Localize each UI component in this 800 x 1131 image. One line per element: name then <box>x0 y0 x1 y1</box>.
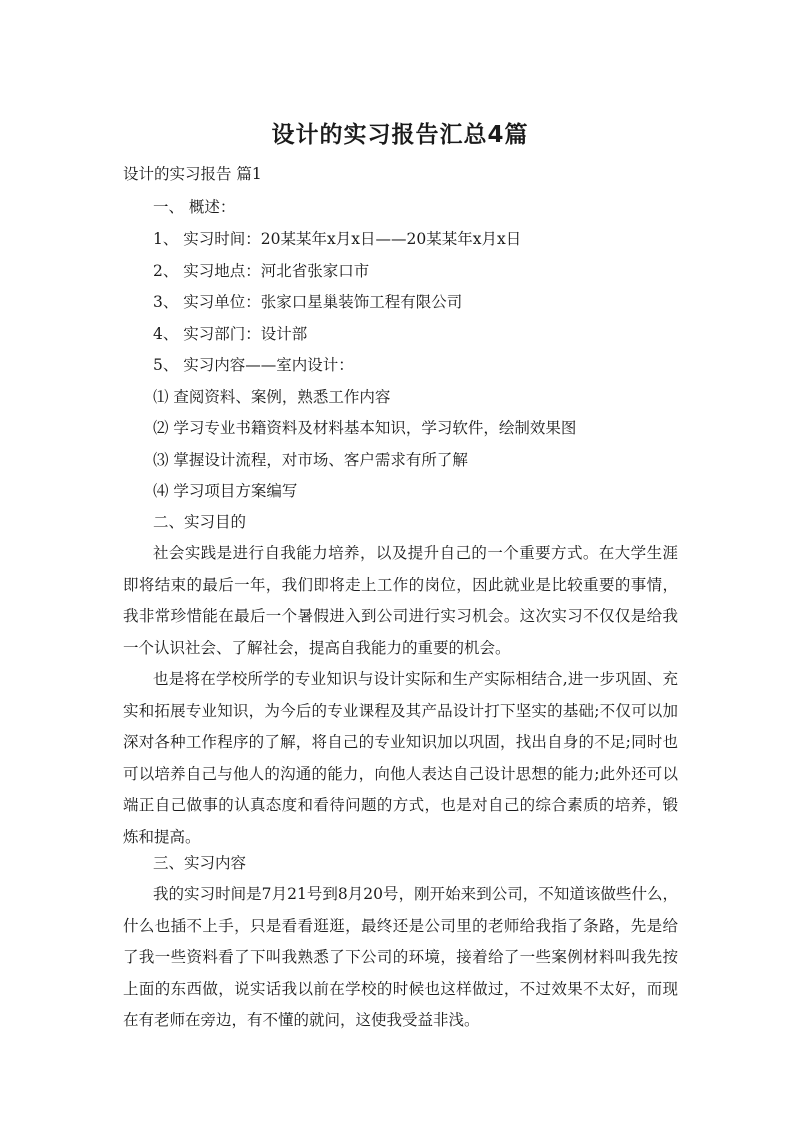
overview-item: ⑷ 学习项目方案编写 <box>153 482 298 500</box>
overview-item: 1、 实习时间：20某某年x月x日——20某某年x月x日 <box>153 230 522 248</box>
overview-heading: 一、 概述： <box>153 198 236 216</box>
overview-item: 5、 实习内容——室内设计： <box>153 356 354 374</box>
overview-item: 2、 实习地点：河北省张家口市 <box>153 262 370 280</box>
overview-item: 4、 实习部门：设计部 <box>153 325 308 343</box>
purpose-paragraph: 也是将在学校所学的专业知识与设计实际和生产实际相结合,进一步巩固、充实和拓展专业知识，为今后的专业课程及其产品设计打下坚实的基础;不仅可以加深对各种工作程序的了解，将自己的专业知识加以巩固，找出自身的不足;同时也可以培养自己与他人的沟通的能力，向他人表达自己设计思想的能力;此外还可以端正自己做事的认真态度和看待问题的方式，也是对自己的综合素质的培养，锻炼和提高。 <box>123 670 678 846</box>
purpose-paragraph: 社会实践是进行自我能力培养，以及提升自己的一个重要方式。在大学生涯即将结束的最后一年，我们即将走上工作的岗位，因此就业是比较重要的事情，我非常珍惜能在最后一个暑假进入到公司进行实习机会。这次实习不仅仅是给我一个认识社会、了解社会，提高自我能力的重要的机会。 <box>123 544 678 657</box>
document-title: 设计的实习报告汇总4篇 <box>271 122 529 148</box>
overview-item: 3、 实习单位：张家口星巢装饰工程有限公司 <box>153 293 463 311</box>
overview-item: ⑶ 掌握设计流程，对市场、客户需求有所了解 <box>153 451 468 469</box>
overview-item: ⑵ 学习专业书籍资料及材料基本知识，学习软件，绘制效果图 <box>153 419 577 437</box>
purpose-heading: 二、实习目的 <box>153 513 247 531</box>
content-heading: 三、实习内容 <box>153 854 247 872</box>
overview-item: ⑴ 查阅资料、案例，熟悉工作内容 <box>153 388 391 406</box>
report-subtitle: 设计的实习报告 篇1 <box>123 165 262 183</box>
content-paragraph: 我的实习时间是7月21号到8月20号，刚开始来到公司，不知道该做些什么，什么也插不上手，只是看看逛逛，最终还是公司里的老师给我指了条路，先是给了我一些资料看了下叫我熟悉了下公司的环境，接着给了一些案例材料叫我先按上面的东西做，说实话我以前在学校的时候也这样做过，不过效果不太好，而现在有老师在旁边，有不懂的就问，这使我受益非浅。 <box>123 885 678 1029</box>
